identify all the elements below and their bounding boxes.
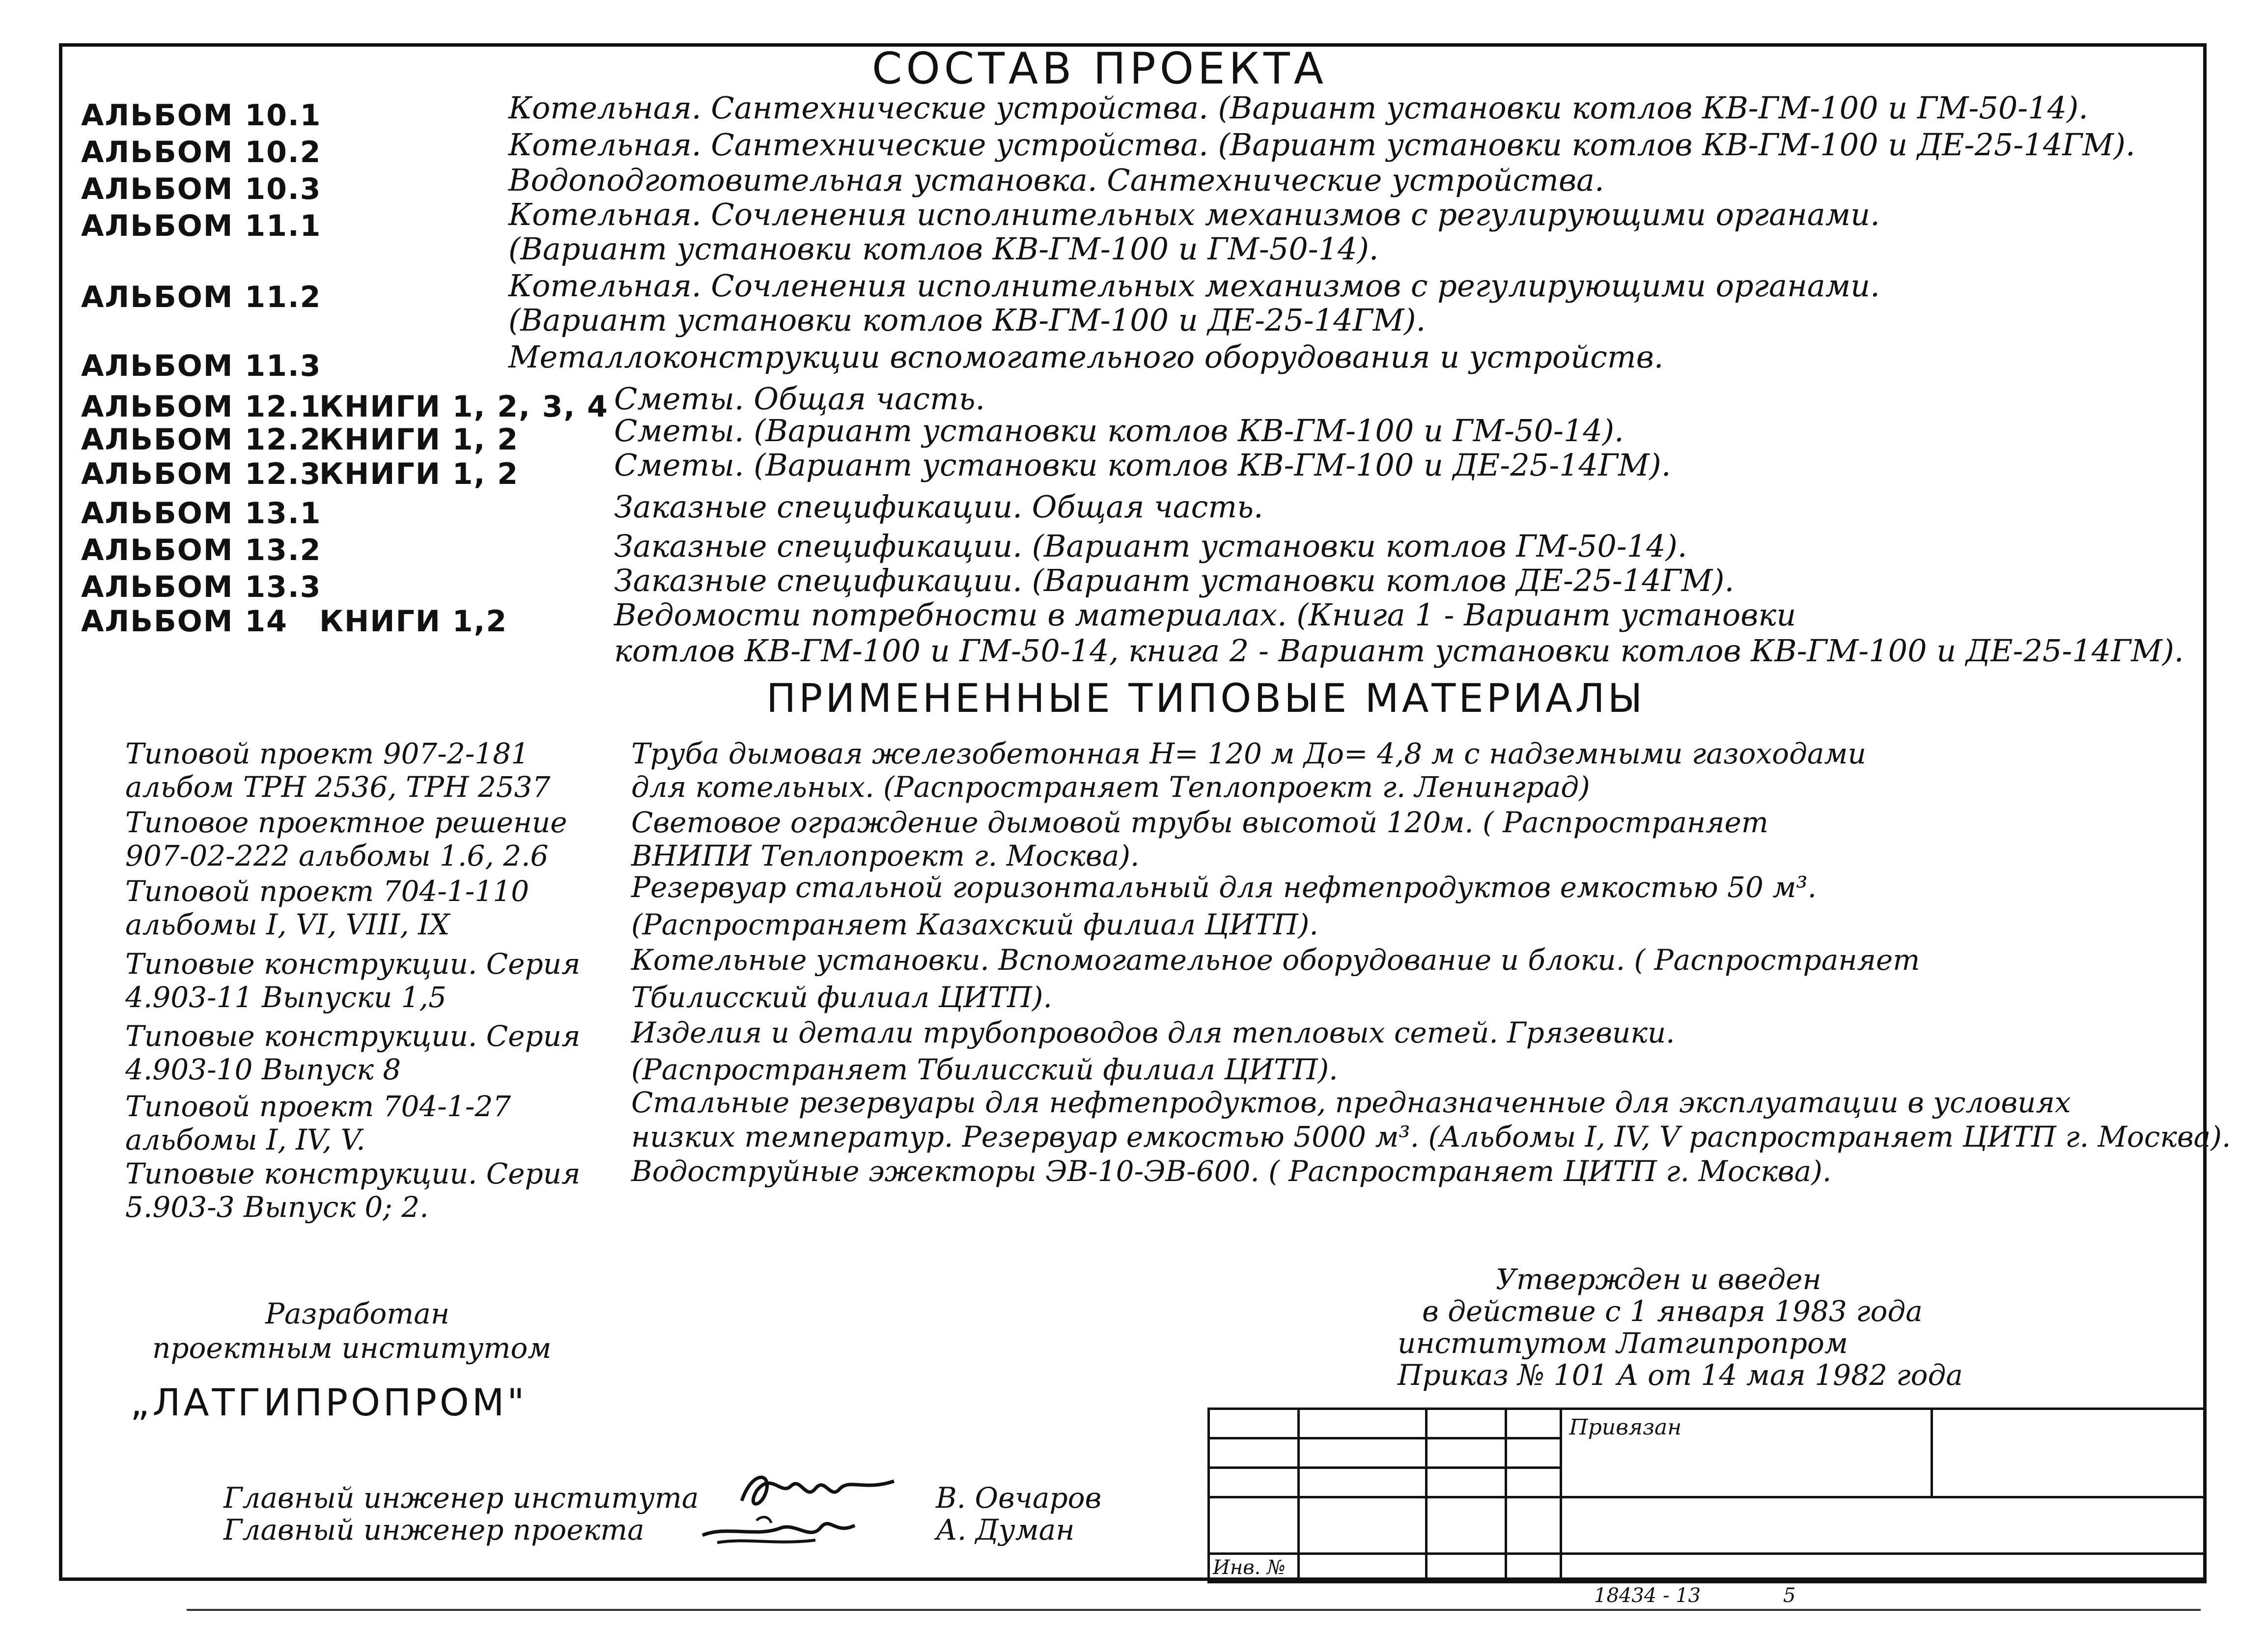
album-desc: Заказные спецификации. (Вариант установки котлов ДЕ-25-14ГМ). xyxy=(614,563,1735,598)
album-books: КНИГИ 1, 2 xyxy=(319,422,519,457)
stamp-privyazan: Привязан xyxy=(1569,1415,1682,1440)
album-label: АЛЬБОМ 13.2 xyxy=(81,533,322,567)
stamp-inv-cell xyxy=(1209,1554,1299,1582)
footer-page: 5 xyxy=(1783,1584,1796,1607)
stamp-cell xyxy=(1427,1554,1506,1582)
signature-role: Главный инженер института xyxy=(224,1481,699,1515)
materials-title: ПРИМЕНЕННЫЕ ТИПОВЫЕ МАТЕРИАЛЫ xyxy=(766,675,1646,721)
album-desc: Ведомости потребности в материалах. (Книга 1 - Вариант установки xyxy=(614,597,1796,633)
stamp-cell xyxy=(1427,1438,1506,1468)
album-desc: Заказные спецификации. Общая часть. xyxy=(614,489,1263,525)
album-desc: Котельная. Сочленения исполнительных механизмов с регулирующими органами. xyxy=(508,197,1880,232)
material-ref: 907-02-222 альбомы 1.6, 2.6 xyxy=(125,839,549,872)
album-desc: (Вариант установки котлов КВ-ГМ-100 и ДЕ-25-14ГМ). xyxy=(508,302,1426,338)
stamp-cell xyxy=(1506,1409,1561,1438)
material-desc: (Распространяет Тбилисский филиал ЦИТП). xyxy=(631,1053,1338,1086)
stamp-cell xyxy=(1427,1468,1506,1497)
approval-line4: Приказ № 101 А от 14 мая 1982 года xyxy=(1398,1358,1963,1392)
material-ref: альбомы I, VI, VIII, IX xyxy=(125,908,450,941)
stamp-cell xyxy=(1506,1497,1561,1554)
material-ref: Типовые конструкции. Серия xyxy=(125,947,581,981)
material-desc: Световое ограждение дымовой трубы высотой 120м. ( Распространяет xyxy=(631,806,1768,839)
material-desc: для котельных. (Распространяет Теплопроект г. Ленинград) xyxy=(631,770,1590,804)
signature-role: Главный инженер проекта xyxy=(224,1513,644,1547)
album-desc: Сметы. (Вариант установки котлов КВ-ГМ-100 и ГМ-50-14). xyxy=(614,413,1624,449)
stamp-grid xyxy=(1207,1407,2207,1583)
stamp-cell xyxy=(1561,1497,2206,1554)
material-ref: 4.903-10 Выпуск 8 xyxy=(125,1053,401,1086)
album-label: АЛЬБОМ 12.3 xyxy=(81,457,322,491)
material-desc: Резервуар стальной горизонтальный для нефтепродуктов емкостью 50 м³. xyxy=(631,871,1817,904)
album-desc: Котельная. Сочленения исполнительных механизмов с регулирующими органами. xyxy=(508,268,1880,304)
signature-name: А. Думан xyxy=(936,1513,1075,1547)
album-label: АЛЬБОМ 12.1 xyxy=(81,390,322,424)
material-ref: Типовые конструкции. Серия xyxy=(125,1157,581,1190)
stamp-cell xyxy=(1427,1409,1506,1438)
material-ref: Типовой проект 704-1-27 xyxy=(125,1090,511,1123)
material-desc: Стальные резервуары для нефтепродуктов, предназначенные для эксплуатации в условиях xyxy=(631,1086,2071,1119)
stamp-cell xyxy=(1506,1438,1561,1468)
stamp-cell xyxy=(1209,1438,1299,1468)
signature-name: В. Овчаров xyxy=(936,1481,1102,1515)
album-books: КНИГИ 1, 2 xyxy=(319,457,519,491)
album-label: АЛЬБОМ 10.1 xyxy=(81,98,322,133)
album-desc: (Вариант установки котлов КВ-ГМ-100 и ГМ-50-14). xyxy=(508,231,1379,267)
album-desc: Водоподготовительная установка. Сантехнические устройства. xyxy=(508,162,1604,198)
album-books: КНИГИ 1,2 xyxy=(319,604,508,639)
stamp-cell xyxy=(1299,1497,1427,1554)
material-ref: Типовой проект 704-1-110 xyxy=(125,874,530,908)
stamp-inv: Инв. № xyxy=(1213,1556,1286,1579)
developer-line2: проектным институтом xyxy=(152,1331,552,1365)
album-label: АЛЬБОМ 13.3 xyxy=(81,570,322,604)
album-desc: Сметы. Общая часть. xyxy=(614,381,985,417)
signature-mark xyxy=(698,1501,865,1560)
material-ref: альбомы I, IV, V. xyxy=(125,1123,365,1156)
album-desc: Заказные спецификации. (Вариант установки котлов ГМ-50-14). xyxy=(614,528,1687,564)
album-label: АЛЬБОМ 11.2 xyxy=(81,280,322,314)
material-desc: Изделия и детали трубопроводов для тепловых сетей. Грязевики. xyxy=(631,1016,1675,1049)
album-desc: Сметы. (Вариант установки котлов КВ-ГМ-100 и ДЕ-25-14ГМ). xyxy=(614,447,1671,483)
album-label: АЛЬБОМ 13.1 xyxy=(81,496,322,531)
stamp-cell xyxy=(1561,1554,2206,1582)
album-desc: Котельная. Сантехнические устройства. (Вариант установки котлов КВ-ГМ-100 и ДЕ-25-14ГМ). xyxy=(508,127,2135,163)
material-ref: 5.903-3 Выпуск 0; 2. xyxy=(125,1190,429,1224)
album-desc: Котельная. Сантехнические устройства. (Вариант установки котлов КВ-ГМ-100 и ГМ-50-14). xyxy=(508,90,2089,126)
material-ref: Типовое проектное решение xyxy=(125,806,567,839)
stamp-cell xyxy=(1299,1468,1427,1497)
album-books: КНИГИ 1, 2, 3, 4 xyxy=(319,390,609,424)
stamp-cell xyxy=(1299,1438,1427,1468)
stamp-cell xyxy=(1209,1497,1299,1554)
approval-line3: институтом Латгипропром xyxy=(1398,1326,1848,1360)
material-ref: Типовой проект 907-2-181 xyxy=(125,737,530,770)
page-title: СОСТАВ ПРОЕКТА xyxy=(872,43,1327,94)
material-desc: Водоструйные эжекторы ЭВ-10-ЭВ-600. ( Распространяет ЦИТП г. Москва). xyxy=(631,1154,1832,1188)
approval-line2: в действие с 1 января 1983 года xyxy=(1422,1294,1923,1328)
album-desc: Металлоконструкции вспомогательного оборудования и устройств. xyxy=(508,339,1664,375)
material-desc: ВНИПИ Теплопроект г. Москва). xyxy=(631,839,1140,872)
album-label: АЛЬБОМ 10.3 xyxy=(81,172,322,206)
stamp-cell xyxy=(1299,1554,1427,1582)
stamp-cell xyxy=(1299,1409,1427,1438)
stamp-privyazan-cell xyxy=(1561,1409,1932,1497)
material-desc: Котельные установки. Вспомогательное оборудование и блоки. ( Распространяет xyxy=(631,943,1920,977)
material-ref: альбом ТРН 2536, ТРН 2537 xyxy=(125,770,551,804)
album-label: АЛЬБОМ 11.1 xyxy=(81,209,322,243)
stamp-cell xyxy=(1209,1468,1299,1497)
material-desc: Труба дымовая железобетонная Н= 120 м До= 4,8 м с надземными газоходами xyxy=(631,737,1866,770)
stamp-cell xyxy=(1209,1409,1299,1438)
stamp-cell xyxy=(1932,1409,2205,1497)
stamp-cell xyxy=(1427,1497,1506,1554)
material-desc: низких температур. Резервуар емкостью 5000 м³. (Альбомы I, IV, V распространяет ЦИТП г. Москва). xyxy=(631,1120,2231,1154)
material-ref: 4.903-11 Выпуски 1,5 xyxy=(125,981,447,1014)
approval-line1: Утвержден и введен xyxy=(1496,1263,1821,1296)
footer-code: 18434 - 13 xyxy=(1594,1584,1701,1607)
material-desc: Тбилисский филиал ЦИТП). xyxy=(631,981,1052,1014)
developer-line1: Разработан xyxy=(265,1297,450,1330)
stamp-cell xyxy=(1506,1554,1561,1582)
album-label: АЛЬБОМ 12.2 xyxy=(81,422,322,457)
album-desc: котлов КВ-ГМ-100 и ГМ-50-14, книга 2 - Вариант установки котлов КВ-ГМ-100 и ДЕ-25-14ГМ). xyxy=(614,633,2184,669)
material-desc: (Распространяет Казахский филиал ЦИТП). xyxy=(631,908,1318,941)
material-ref: Типовые конструкции. Серия xyxy=(125,1019,581,1053)
developer-name: „ЛАТГИПРОПРОМ" xyxy=(130,1380,528,1424)
bottom-trim-line xyxy=(187,1609,2201,1611)
album-label: АЛЬБОМ 11.3 xyxy=(81,349,322,383)
album-label: АЛЬБОМ 14 xyxy=(81,604,288,639)
stamp-cell xyxy=(1506,1468,1561,1497)
album-label: АЛЬБОМ 10.2 xyxy=(81,135,322,169)
